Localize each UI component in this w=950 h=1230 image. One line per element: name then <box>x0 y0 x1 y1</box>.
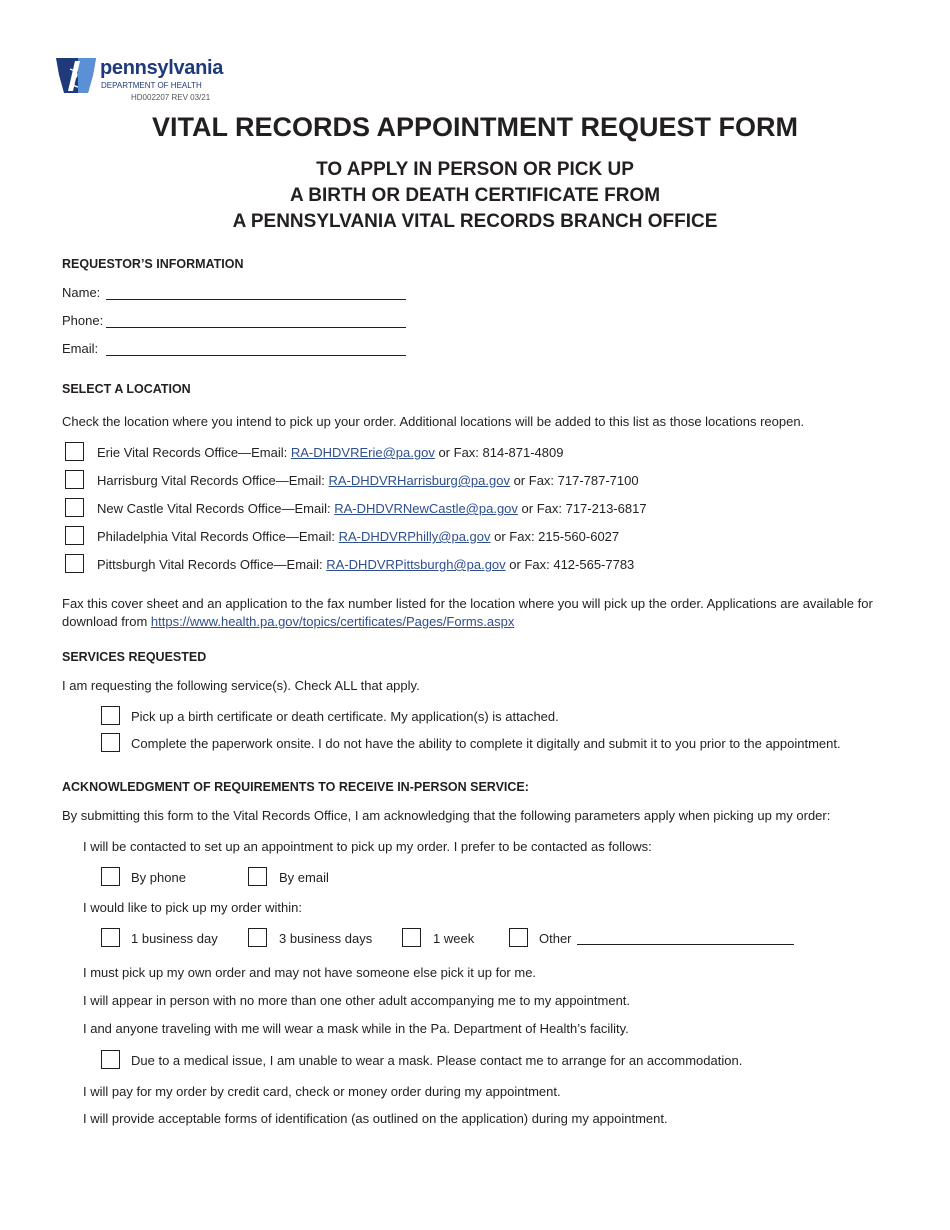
by-phone-checkbox[interactable] <box>101 867 120 886</box>
page-title: VITAL RECORDS APPOINTMENT REQUEST FORM <box>151 112 799 142</box>
erie-office-line <box>97 445 563 460</box>
name-underline <box>106 299 406 300</box>
other-label: Other <box>539 931 572 946</box>
harrisburg-office-line <box>97 473 639 488</box>
other-underline <box>577 944 794 945</box>
erie-fax: or Fax: 814-871-4809 <box>434 445 564 460</box>
three-business-days-checkbox[interactable] <box>248 928 267 947</box>
logo-department: DEPARTMENT OF HEALTH <box>101 81 202 90</box>
requestor-heading: REQUESTOR’S INFORMATION <box>62 257 244 271</box>
logo-wordmark: pennsylvania <box>100 57 224 79</box>
one-business-day-label: 1 business day <box>131 931 218 946</box>
services-intro: I am requesting the following service(s). Check ALL that apply. <box>62 678 420 693</box>
new-castle-fax: or Fax: 717-213-6817 <box>517 501 647 516</box>
pittsburgh-office-label: Pittsburgh Vital Records Office—Email: <box>97 557 327 572</box>
philadelphia-office-line <box>97 529 619 544</box>
harrisburg-email-link[interactable]: RA-DHDVRHarrisburg@pa.gov <box>328 473 510 488</box>
statement-own-pickup: I must pick up my own order and may not have someone else pick it up for me. <box>83 965 537 980</box>
harrisburg-office-checkbox[interactable] <box>65 470 84 489</box>
by-email-label: By email <box>279 870 329 885</box>
philadelphia-office-checkbox[interactable] <box>65 526 84 545</box>
pickup-certificate-checkbox[interactable] <box>101 706 120 725</box>
name-label: Name: <box>62 285 101 300</box>
ack-heading: ACKNOWLEDGMENT OF REQUIREMENTS TO RECEIVE IN-PERSON SERVICE: <box>62 780 529 794</box>
pittsburgh-email-link[interactable]: RA-DHDVRPittsburgh@pa.gov <box>326 557 506 572</box>
new-castle-office-label: New Castle Vital Records Office—Email: <box>97 501 335 516</box>
subtitle-line-1: TO APPLY IN PERSON OR PICK UP <box>316 159 634 180</box>
location-intro: Check the location where you intend to pick up your order. Additional locations will be added to this list as those locations reopen. <box>62 414 805 429</box>
subtitle-line-3: A PENNSYLVANIA VITAL RECORDS BRANCH OFFICE <box>232 211 718 232</box>
ack-intro: By submitting this form to the Vital Records Office, I am acknowledging that the following parameters apply when picking up my order: <box>62 808 831 823</box>
pickup-certificate-label: Pick up a birth certificate or death certificate. My application(s) is attached. <box>131 709 559 724</box>
erie-email-link[interactable]: RA-DHDVRErie@pa.gov <box>290 445 435 460</box>
one-business-day-checkbox[interactable] <box>101 928 120 947</box>
form-id: HD002207 REV 03/21 <box>131 93 211 102</box>
email-underline <box>106 355 406 356</box>
fax-note-text: Fax this cover sheet and an application to the fax number listed for the location where you will pick up the order. Applications are available for download from <box>62 596 873 629</box>
fax-note <box>62 595 892 631</box>
philadelphia-office-label: Philadelphia Vital Records Office—Email: <box>97 529 339 544</box>
new-castle-office-checkbox[interactable] <box>65 498 84 517</box>
contact-text: I will be contacted to set up an appointment to pick up my order. I prefer to be contacted as follows: <box>83 839 652 854</box>
name-field[interactable] <box>106 283 408 299</box>
erie-office-label: Erie Vital Records Office—Email: <box>97 445 291 460</box>
phone-field[interactable] <box>106 311 408 327</box>
statement-mask: I and anyone traveling with me will wear a mask while in the Pa. Department of Health’s facility. <box>83 1021 629 1036</box>
three-business-days-label: 3 business days <box>279 931 373 946</box>
phone-label: Phone: <box>62 313 104 328</box>
location-heading: SELECT A LOCATION <box>62 382 191 396</box>
other-field[interactable] <box>577 928 796 944</box>
pittsburgh-fax: or Fax: 412-565-7783 <box>505 557 635 572</box>
statement-identification: I will provide acceptable forms of identification (as outlined on the application) during my appointment. <box>83 1111 668 1126</box>
by-email-checkbox[interactable] <box>248 867 267 886</box>
pickup-within-text: I would like to pick up my order within: <box>83 900 302 915</box>
email-label: Email: <box>62 341 99 356</box>
services-heading: SERVICES REQUESTED <box>62 650 207 664</box>
new-castle-office-line <box>97 501 647 516</box>
paperwork-onsite-label: Complete the paperwork onsite. I do not have the ability to complete it digitally and submit it to you prior to the appointment. <box>131 736 841 751</box>
other-checkbox[interactable] <box>509 928 528 947</box>
email-field[interactable] <box>106 339 408 355</box>
paperwork-onsite-checkbox[interactable] <box>101 733 120 752</box>
philadelphia-email-link[interactable]: RA-DHDVRPhilly@pa.gov <box>338 529 491 544</box>
new-castle-email-link[interactable]: RA-DHDVRNewCastle@pa.gov <box>334 501 518 516</box>
pittsburgh-office-line <box>97 557 634 572</box>
phone-underline <box>106 327 406 328</box>
one-week-label: 1 week <box>433 931 475 946</box>
statement-payment: I will pay for my order by credit card, check or money order during my appointment. <box>83 1084 561 1099</box>
statement-one-adult: I will appear in person with no more than one other adult accompanying me to my appointment. <box>83 993 631 1008</box>
forms-url-link[interactable]: https://www.health.pa.gov/topics/certificates/Pages/Forms.aspx <box>150 614 515 629</box>
by-phone-label: By phone <box>131 870 186 885</box>
pittsburgh-office-checkbox[interactable] <box>65 554 84 573</box>
philadelphia-fax: or Fax: 215-560-6027 <box>490 529 620 544</box>
erie-office-checkbox[interactable] <box>65 442 84 461</box>
subtitle-line-2: A BIRTH OR DEATH CERTIFICATE FROM <box>289 185 661 206</box>
mask-exemption-label: Due to a medical issue, I am unable to wear a mask. Please contact me to arrange for an accommodation. <box>131 1053 743 1068</box>
harrisburg-fax: or Fax: 717-787-7100 <box>509 473 639 488</box>
harrisburg-office-label: Harrisburg Vital Records Office—Email: <box>97 473 329 488</box>
mask-exemption-checkbox[interactable] <box>101 1050 120 1069</box>
one-week-checkbox[interactable] <box>402 928 421 947</box>
